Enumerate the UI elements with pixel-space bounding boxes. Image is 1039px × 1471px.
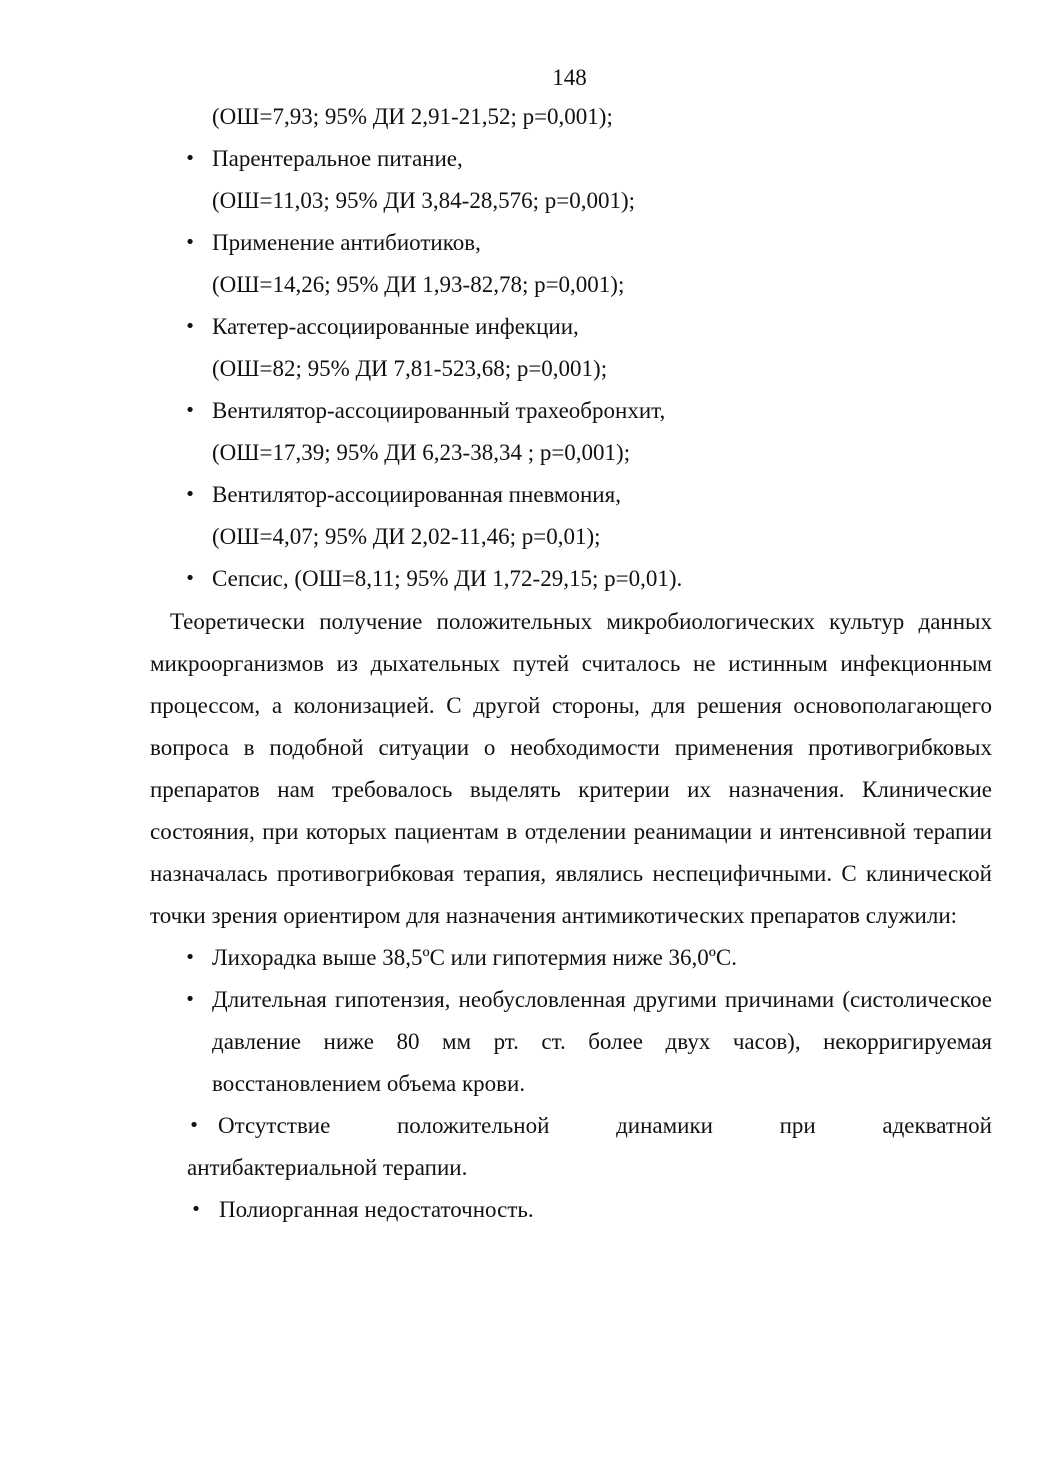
risk-factor-label: Применение антибиотиков, xyxy=(212,230,481,255)
risk-factor-label: Парентеральное питание, xyxy=(212,146,463,171)
bullet-icon: • xyxy=(184,232,196,253)
bullet-icon: • xyxy=(184,947,196,968)
list-item xyxy=(150,937,992,979)
continued-stats-line: (ОШ=7,93; 95% ДИ 2,91-21,52; p=0,001); xyxy=(212,104,613,129)
document-body xyxy=(150,96,992,1231)
criterion-no-dynamics-continued: антибактериальной терапии. xyxy=(187,1155,468,1180)
risk-factor-stats: (ОШ=14,26; 95% ДИ 1,93-82,78; p=0,001); xyxy=(212,272,625,297)
risk-factor-label: Катетер-ассоциированные инфекции, xyxy=(212,314,579,339)
criterion-organ-failure: Полиорганная недостаточность. xyxy=(219,1197,534,1222)
risk-factor-label: Вентилятор-ассоциированная пневмония, xyxy=(212,482,621,507)
list-item xyxy=(150,222,992,306)
list-item xyxy=(150,1105,992,1189)
risk-factor-stats: (ОШ=17,39; 95% ДИ 6,23-38,34 ; p=0,001); xyxy=(212,440,631,465)
risk-factor-stats: (ОШ=82; 95% ДИ 7,81-523,68; p=0,001); xyxy=(212,356,608,381)
list-item xyxy=(150,390,992,474)
list-item xyxy=(150,558,992,600)
list-item xyxy=(150,979,992,1105)
list-item xyxy=(150,1189,992,1231)
body-paragraph: Теоретически получение положительных микробиологических культур данных микроорганизмов из дыхательных путей считалось не истинным инфекционным процессом, а колонизацией. С другой стороны, для решения основополагающего вопроса в подобной ситуации о необходимости применения противогрибковых препаратов нам требовалось выделять критерии их назначения. Клинические состояния, при которых пациентам в отделении реанимации и интенсивной терапии назначалась противогрибковая терапия, являлись неспецифичными. С клинической точки зрения ориентиром для назначения антимикотических препаратов служили: xyxy=(150,609,992,928)
risk-factor-stats: (ОШ=11,03; 95% ДИ 3,84-28,576; p=0,001); xyxy=(212,188,636,213)
risk-factor-label: Вентилятор-ассоциированный трахеобронхит, xyxy=(212,398,666,423)
bullet-icon: • xyxy=(184,400,196,421)
bullet-icon: • xyxy=(184,989,196,1010)
criterion-hypotension: Длительная гипотензия, необусловленная другими причинами (систолическое давление ниже 80 мм рт. ст. более двух часов), некорригируемая восстановлением объема крови. xyxy=(212,987,992,1096)
list-item xyxy=(150,474,992,558)
criteria-list xyxy=(150,937,992,1231)
risk-factor-stats: (ОШ=4,07; 95% ДИ 2,02-11,46; p=0,01); xyxy=(212,524,601,549)
bullet-icon: • xyxy=(184,148,196,169)
criterion-no-dynamics: Отсутствие положительной динамики при адекватной xyxy=(218,1113,992,1138)
bullet-icon: • xyxy=(184,316,196,337)
risk-factor-list xyxy=(150,138,992,600)
bullet-icon: • xyxy=(184,568,196,589)
bullet-icon: • xyxy=(188,1115,200,1136)
bullet-icon: • xyxy=(184,484,196,505)
list-item xyxy=(150,306,992,390)
sepsis-item: Сепсис, (ОШ=8,11; 95% ДИ 1,72-29,15; p=0,01). xyxy=(212,566,683,591)
page-number: 148 xyxy=(552,65,587,90)
bullet-icon: • xyxy=(190,1199,202,1220)
criterion-fever: Лихорадка выше 38,5ºС или гипотермия ниже 36,0ºС. xyxy=(212,945,738,970)
list-item xyxy=(150,138,992,222)
